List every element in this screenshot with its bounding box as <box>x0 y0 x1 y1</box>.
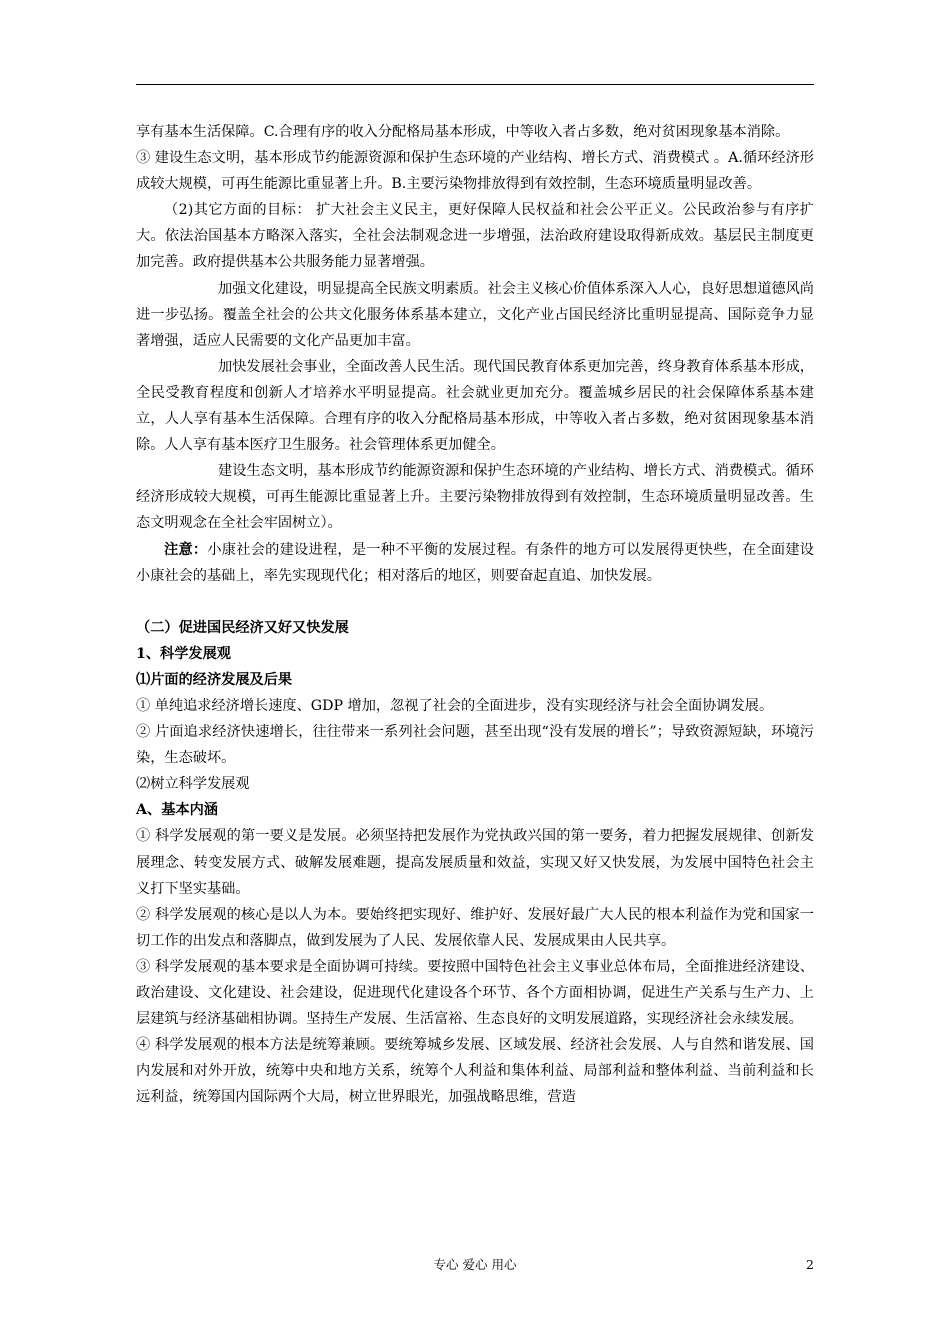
list-item: ④ 科学发展观的根本方法是统筹兼顾。要统筹城乡发展、区域发展、经济社会发展、人与自然和谐发展、国内发展和对外开放，统筹中央和地方关系，统筹个人利益和集体利益、局部利益和整体利益、当前利益和长远利益，统筹国内国际两个大局，树立世界眼光，加强战略思维，营造 <box>136 1037 814 1106</box>
note-text: 小康社会的建设进程，是一种不平衡的发展过程。有条件的地方可以发展得更快些，在全面建设小康社会的基础上，率先实现现代化；相对落后的地区，则要奋起直追、加快发展。 <box>136 541 814 584</box>
list-item: ② 片面追求经济快速增长，往往带来一系列社会问题，甚至出现“没有发展的增长”；导致资源短缺，环境污染，生态破坏。 <box>136 724 814 767</box>
heading-1-1: ⑴片面的经济发展及后果 <box>136 671 293 688</box>
paragraph: ③ 建设生态文明，基本形成节约能源资源和保护生态环境的产业结构、增长方式、消费模式 。A.循环经济形成较大规模，可再生能源比重显著上升。B.主要污染物排放得到有效控制，生态环境质量明显改善。 <box>136 150 814 193</box>
note-label: 注意： <box>164 541 208 558</box>
list-item: ② 科学发展观的核心是以人为本。要始终把实现好、维护好、发展好最广大人民的根本利益作为党和国家一切工作的出发点和落脚点，做到发展为了人民、发展依靠人民、发展成果由人民共享。 <box>136 906 814 949</box>
list-item: ① 单纯追求经济增长速度、GDP 增加，忽视了社会的全面进步，没有实现经济与社会全面协调发展。 <box>136 697 774 714</box>
paragraph: 建设生态文明，基本形成节约能源资源和保护生态环境的产业结构、增长方式、消费模式。循环经济形成较大规模，可再生能源比重显著上升。主要污染物排放得到有效控制，生态环境质量明显改善。生态文明观念在全社会牢固树立）。 <box>136 463 814 532</box>
spacer <box>136 589 814 615</box>
heading-a: A、基本内涵 <box>136 802 218 819</box>
page-number: 2 <box>806 1257 814 1272</box>
heading-1: 1、科学发展观 <box>136 645 231 662</box>
footer-text: 专心 爱心 用心 <box>433 1257 517 1272</box>
note-paragraph <box>136 537 814 589</box>
section-title: （二）促进国民经济又好又快发展 <box>136 619 349 636</box>
paragraph: 加强文化建设，明显提高全民族文明素质。社会主义核心价值体系深入人心，良好思想道德风尚进一步弘扬。覆盖全社会的公共文化服务体系基本建立，文化产业占国民经济比重明显提高、国际竞争力显著增强，适应人民需要的文化产品更加丰富。 <box>136 280 814 349</box>
header-rule <box>136 84 814 85</box>
document-body <box>136 119 814 1110</box>
paragraph: 享有基本生活保障。C.合理有序的收入分配格局基本形成，中等收入者占多数，绝对贫困现象基本消除。 <box>136 124 790 140</box>
list-item: ③ 科学发展观的基本要求是全面协调可持续。要按照中国特色社会主义事业总体布局，全面推进经济建设、政治建设、文化建设、社会建设，促进现代化建设各个环节、各个方面相协调，促进生产关系与生产力、上层建筑与经济基础相协调。坚持生产发展、生活富裕、生态良好的文明发展道路，实现经济社会永续发展。 <box>136 958 814 1028</box>
list-item: ① 科学发展观的第一要义是发展。必须坚持把发展作为党执政兴国的第一要务，着力把握发展规律、创新发展理念、转变发展方式、破解发展难题，提高发展质量和效益，实现又好又快发展，为发展中国特色社会主义打下坚实基础。 <box>136 828 814 897</box>
paragraph: 加快发展社会事业，全面改善人民生活。现代国民教育体系更加完善，终身教育体系基本形成，全民受教育程度和创新人才培养水平明显提高。社会就业更加充分。覆盖城乡居民的社会保障体系基本建立，人人享有基本生活保障。合理有序的收入分配格局基本形成，中等收入者占多数，绝对贫困现象基本消除。人人享有基本医疗卫生服务。社会管理体系更加健全。 <box>136 358 814 454</box>
paragraph: （2)其它方面的目标： 扩大社会主义民主，更好保障人民权益和社会公平正义。公民政治参与有序扩大。依法治国基本方略深入落实，全社会法制观念进一步增强，法治政府建设取得新成效。基层民主制度更加完善。政府提供基本公共服务能力显著增强。 <box>136 202 814 271</box>
heading-1-2: ⑵树立科学发展观 <box>136 776 250 793</box>
